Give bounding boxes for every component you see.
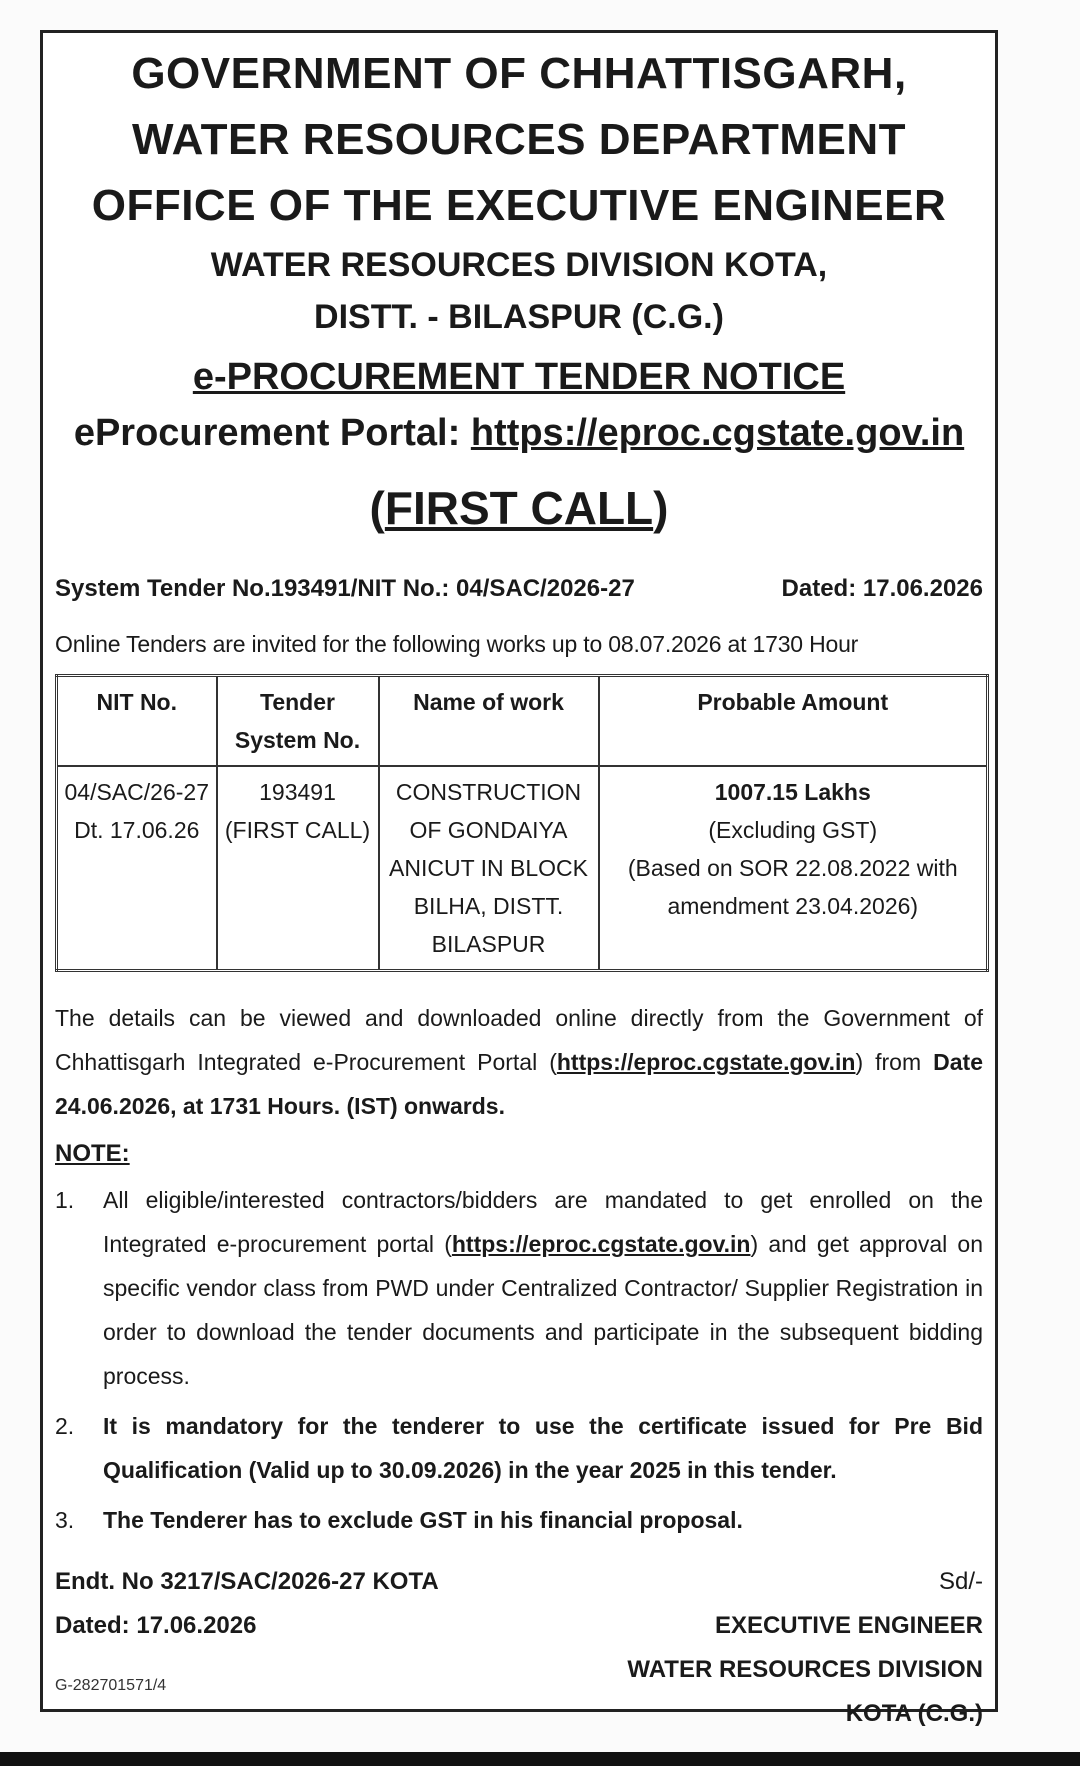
cell-amount	[599, 766, 988, 971]
details-date: Date 24.06.2026, at 1731 Hours. (IST) onwards.	[55, 1049, 983, 1119]
signature-mark: Sd/-	[938, 1568, 983, 1595]
bottom-border	[0, 1752, 1080, 1766]
note-number: 2.	[55, 1413, 75, 1439]
note-text-part-2: ) and get approval on specific vendor class from PWD under Centralized Contractor/ Supplier Registration in order to download the tender documents and participate in the subsequent bidding process.	[103, 1231, 983, 1389]
invite-text: Online Tenders are invited for the following works up to 08.07.2026 at 1730 Hour	[55, 631, 859, 657]
notes-list	[43, 1178, 995, 1542]
note-text	[103, 1178, 983, 1398]
reference-row	[43, 575, 995, 603]
endorsement-block	[55, 1560, 439, 1736]
district-heading: DISTT. - BILASPUR (C.G.)	[314, 298, 724, 336]
col-header-nit: NIT No.	[57, 676, 217, 767]
cell-work: CONSTRUCTION OF GONDAIYA ANICUT IN BLOCK BILHA, DISTT. BILASPUR	[379, 766, 599, 971]
note-heading: NOTE:	[55, 1140, 130, 1167]
col-header-system-no: Tender System No.	[217, 676, 379, 767]
note-text-part: All eligible/interested contractors/bidders are mandated to get enrolled on the Integrated e-procurement portal (	[103, 1187, 983, 1257]
notice-title: e-PROCUREMENT TENDER NOTICE	[192, 356, 846, 398]
footer	[43, 1560, 995, 1736]
details-text-2: ) from	[855, 1049, 934, 1075]
amount-gst-note: (Excluding GST)	[708, 817, 878, 843]
note-item	[55, 1178, 983, 1398]
cell-system-no: 193491 (FIRST CALL)	[217, 766, 379, 971]
tender-notice	[40, 30, 998, 1727]
call-heading: (FIRST CALL)	[369, 482, 669, 534]
portal-label: eProcurement Portal:	[73, 412, 461, 454]
note-text: The Tenderer has to exclude GST in his financial proposal.	[103, 1507, 743, 1533]
portal-line	[43, 407, 995, 459]
signatory-division: WATER RESOURCES DIVISION	[627, 1656, 983, 1683]
call-label: FIRST CALL	[384, 482, 654, 534]
signatory-location: KOTA (C.G.)	[845, 1700, 983, 1727]
notice-date: Dated: 17.06.2026	[781, 575, 983, 602]
table-row	[57, 766, 988, 971]
note-number: 3.	[55, 1507, 75, 1533]
details-paragraph	[43, 996, 995, 1128]
note-text: It is mandatory for the tenderer to use the certificate issued for Pre Bid Qualification (Valid up to 30.09.2026) in the year 2025 in this tender.	[103, 1413, 983, 1483]
division-heading: WATER RESOURCES DIVISION KOTA,	[210, 246, 828, 284]
amount-sor-note: (Based on SOR 22.08.2022 with amendment 23.04.2026)	[627, 855, 958, 919]
govt-heading: GOVERNMENT OF CHHATTISGARH,	[131, 49, 907, 98]
amount-value: 1007.15 Lakhs	[714, 779, 871, 805]
note-portal-link[interactable]: https://eproc.cgstate.gov.in	[451, 1231, 751, 1257]
works-table	[55, 674, 989, 972]
col-header-work: Name of work	[379, 676, 599, 767]
details-text: The details can be viewed and downloaded online directly from the Government of Chhattisgarh Integrated e-Procurement Portal (	[55, 1005, 983, 1075]
table-header-row	[57, 676, 988, 767]
signature-block	[627, 1560, 983, 1736]
cell-nit: 04/SAC/26-27 Dt. 17.06.26	[57, 766, 217, 971]
ad-code: G-282701571/4	[55, 1677, 167, 1694]
note-item	[55, 1404, 983, 1492]
endorsement-number: Endt. No 3217/SAC/2026-27 KOTA	[55, 1568, 439, 1595]
note-number: 1.	[55, 1187, 75, 1213]
department-heading: WATER RESOURCES DEPARTMENT	[131, 115, 907, 164]
office-heading: OFFICE OF THE EXECUTIVE ENGINEER	[91, 181, 947, 230]
col-header-amount: Probable Amount	[599, 676, 988, 767]
endorsement-date: Dated: 17.06.2026	[55, 1612, 257, 1639]
note-item	[55, 1498, 983, 1542]
details-portal-link[interactable]: https://eproc.cgstate.gov.in	[556, 1049, 856, 1075]
system-tender-number: System Tender No.193491/NIT No.: 04/SAC/2026-27	[55, 575, 635, 602]
portal-link[interactable]: https://eproc.cgstate.gov.in	[470, 412, 965, 454]
signatory-title: EXECUTIVE ENGINEER	[714, 1612, 983, 1639]
